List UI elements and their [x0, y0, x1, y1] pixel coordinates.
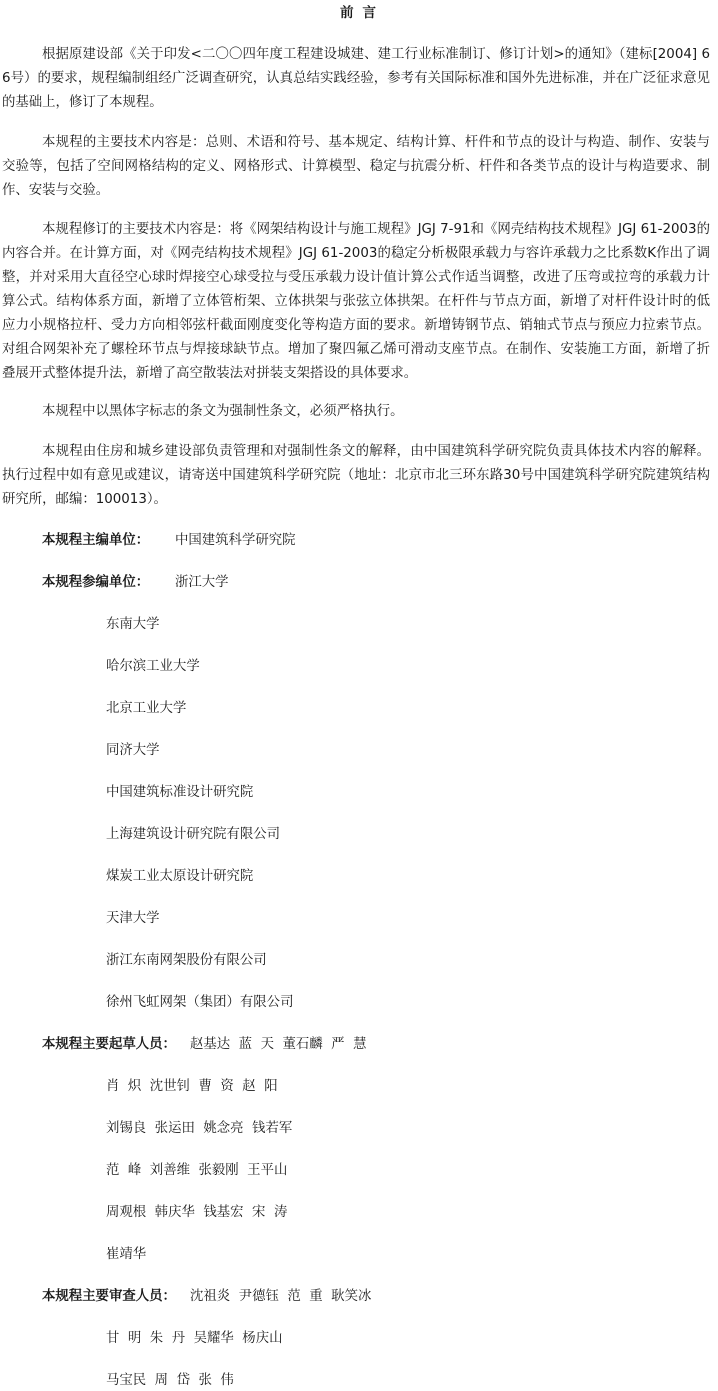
participating-unit: 上海建筑设计研究院有限公司	[106, 827, 281, 842]
drafters-row	[42, 1035, 366, 1055]
drafter-names: 肖 炽 沈世钊 曹 资 赵 阳	[106, 1079, 278, 1094]
participating-unit: 中国建筑标准设计研究院	[106, 785, 254, 800]
participating-unit: 哈尔滨工业大学	[106, 659, 200, 674]
drafter-names: 周观根 韩庆华 钱基宏 宋 涛	[106, 1205, 288, 1220]
participating-unit: 徐州飞虹网架（集团）有限公司	[106, 995, 294, 1010]
reviewer-names: 马宝民 周 岱 张 伟	[106, 1373, 234, 1388]
participating-unit: 北京工业大学	[106, 701, 187, 716]
participating-units-label: 本规程参编单位：	[42, 575, 150, 590]
drafter-names: 范 峰 刘善维 张毅刚 王平山	[106, 1163, 288, 1178]
drafter-names: 刘锡良 张运田 姚念亮 钱若军	[106, 1121, 293, 1136]
paragraph-mandatory-clauses: 本规程中以黑体字标志的条文为强制性条文，必须严格执行。	[42, 404, 404, 419]
paragraph-management: 本规程由住房和城乡建设部负责管理和对强制性条文的解释，由中国建筑科学研究院负责具体技术内容的解释。执行过程中如有意见或建议，请寄送中国建筑科学研究院（地址：北京市北三环东路30号中国建筑科学研究院建筑结构研究所，邮编：100013）。	[2, 444, 710, 507]
chief-unit-row	[42, 531, 296, 551]
chief-unit-label: 本规程主编单位：	[42, 533, 150, 548]
reviewers-row	[42, 1287, 371, 1307]
participating-unit: 煤炭工业太原设计研究院	[106, 869, 254, 884]
drafter-names: 崔靖华	[106, 1247, 147, 1262]
drafters-label: 本规程主要起草人员：	[42, 1037, 176, 1052]
participating-unit: 浙江大学	[175, 575, 229, 590]
participating-units-row	[42, 573, 229, 593]
participating-unit: 东南大学	[106, 617, 160, 632]
chief-unit-value: 中国建筑科学研究院	[175, 533, 296, 548]
participating-unit: 同济大学	[106, 743, 160, 758]
paragraph-main-content: 本规程的主要技术内容是：总则、术语和符号、基本规定、结构计算、杆件和节点的设计与构造、制作、安装与交验等，包括了空间网格结构的定义、网格形式、计算模型、稳定与抗震分析、杆件和各类节点的设计与构造要求、制作、安装与交验。	[2, 135, 710, 198]
reviewers-label: 本规程主要审查人员：	[42, 1289, 176, 1304]
reviewer-names: 甘 明 朱 丹 吴耀华 杨庆山	[106, 1331, 283, 1346]
reviewer-names: 沈祖炎 尹德钰 范 重 耿笑冰	[190, 1289, 372, 1304]
participating-unit: 浙江东南网架股份有限公司	[106, 953, 267, 968]
page-title: 前 言	[340, 5, 378, 21]
paragraph-revision-content: 本规程修订的主要技术内容是：将《网架结构设计与施工规程》JGJ 7-91和《网壳结构技术规程》JGJ 61-2003的内容合并。在计算方面，对《网壳结构技术规程》JGJ 61-2003的稳定分析极限承载力与容许承载力之比系数K作出了调整，并对采用大直径空心球时焊接空心球受拉与受压承载力设计值计算公式作适当调整，改进了压弯或拉弯的承载力计算公式。结构体系方面，新增了立体管桁架、立体拱架与张弦立体拱架。在杆件与节点方面，新增了对杆件设计时的低应力小规格拉杆、受力方向相邻弦杆截面刚度变化等构造方面的要求。新增铸钢节点、销轴式节点与预应力拉索节点。对组合网架补充了螺栓环节点与焊接球缺节点。增加了聚四氟乙烯可滑动支座节点。在制作、安装施工方面，新增了折叠展开式整体提升法，新增了高空散装法对拼装支架搭设的具体要求。	[2, 222, 710, 381]
participating-unit: 天津大学	[106, 911, 160, 926]
drafter-names: 赵基达 蓝 天 董石麟 严 慧	[190, 1037, 367, 1052]
paragraph-basis: 根据原建设部《关于印发<二〇〇四年度工程建设城建、建工行业标准制订、修订计划>的通知》（建标[2004] 66号）的要求，规程编制组经广泛调查研究，认真总结实践经验，参考有关国际标准和国外先进标准，并在广泛征求意见的基础上，修订了本规程。	[2, 47, 710, 110]
